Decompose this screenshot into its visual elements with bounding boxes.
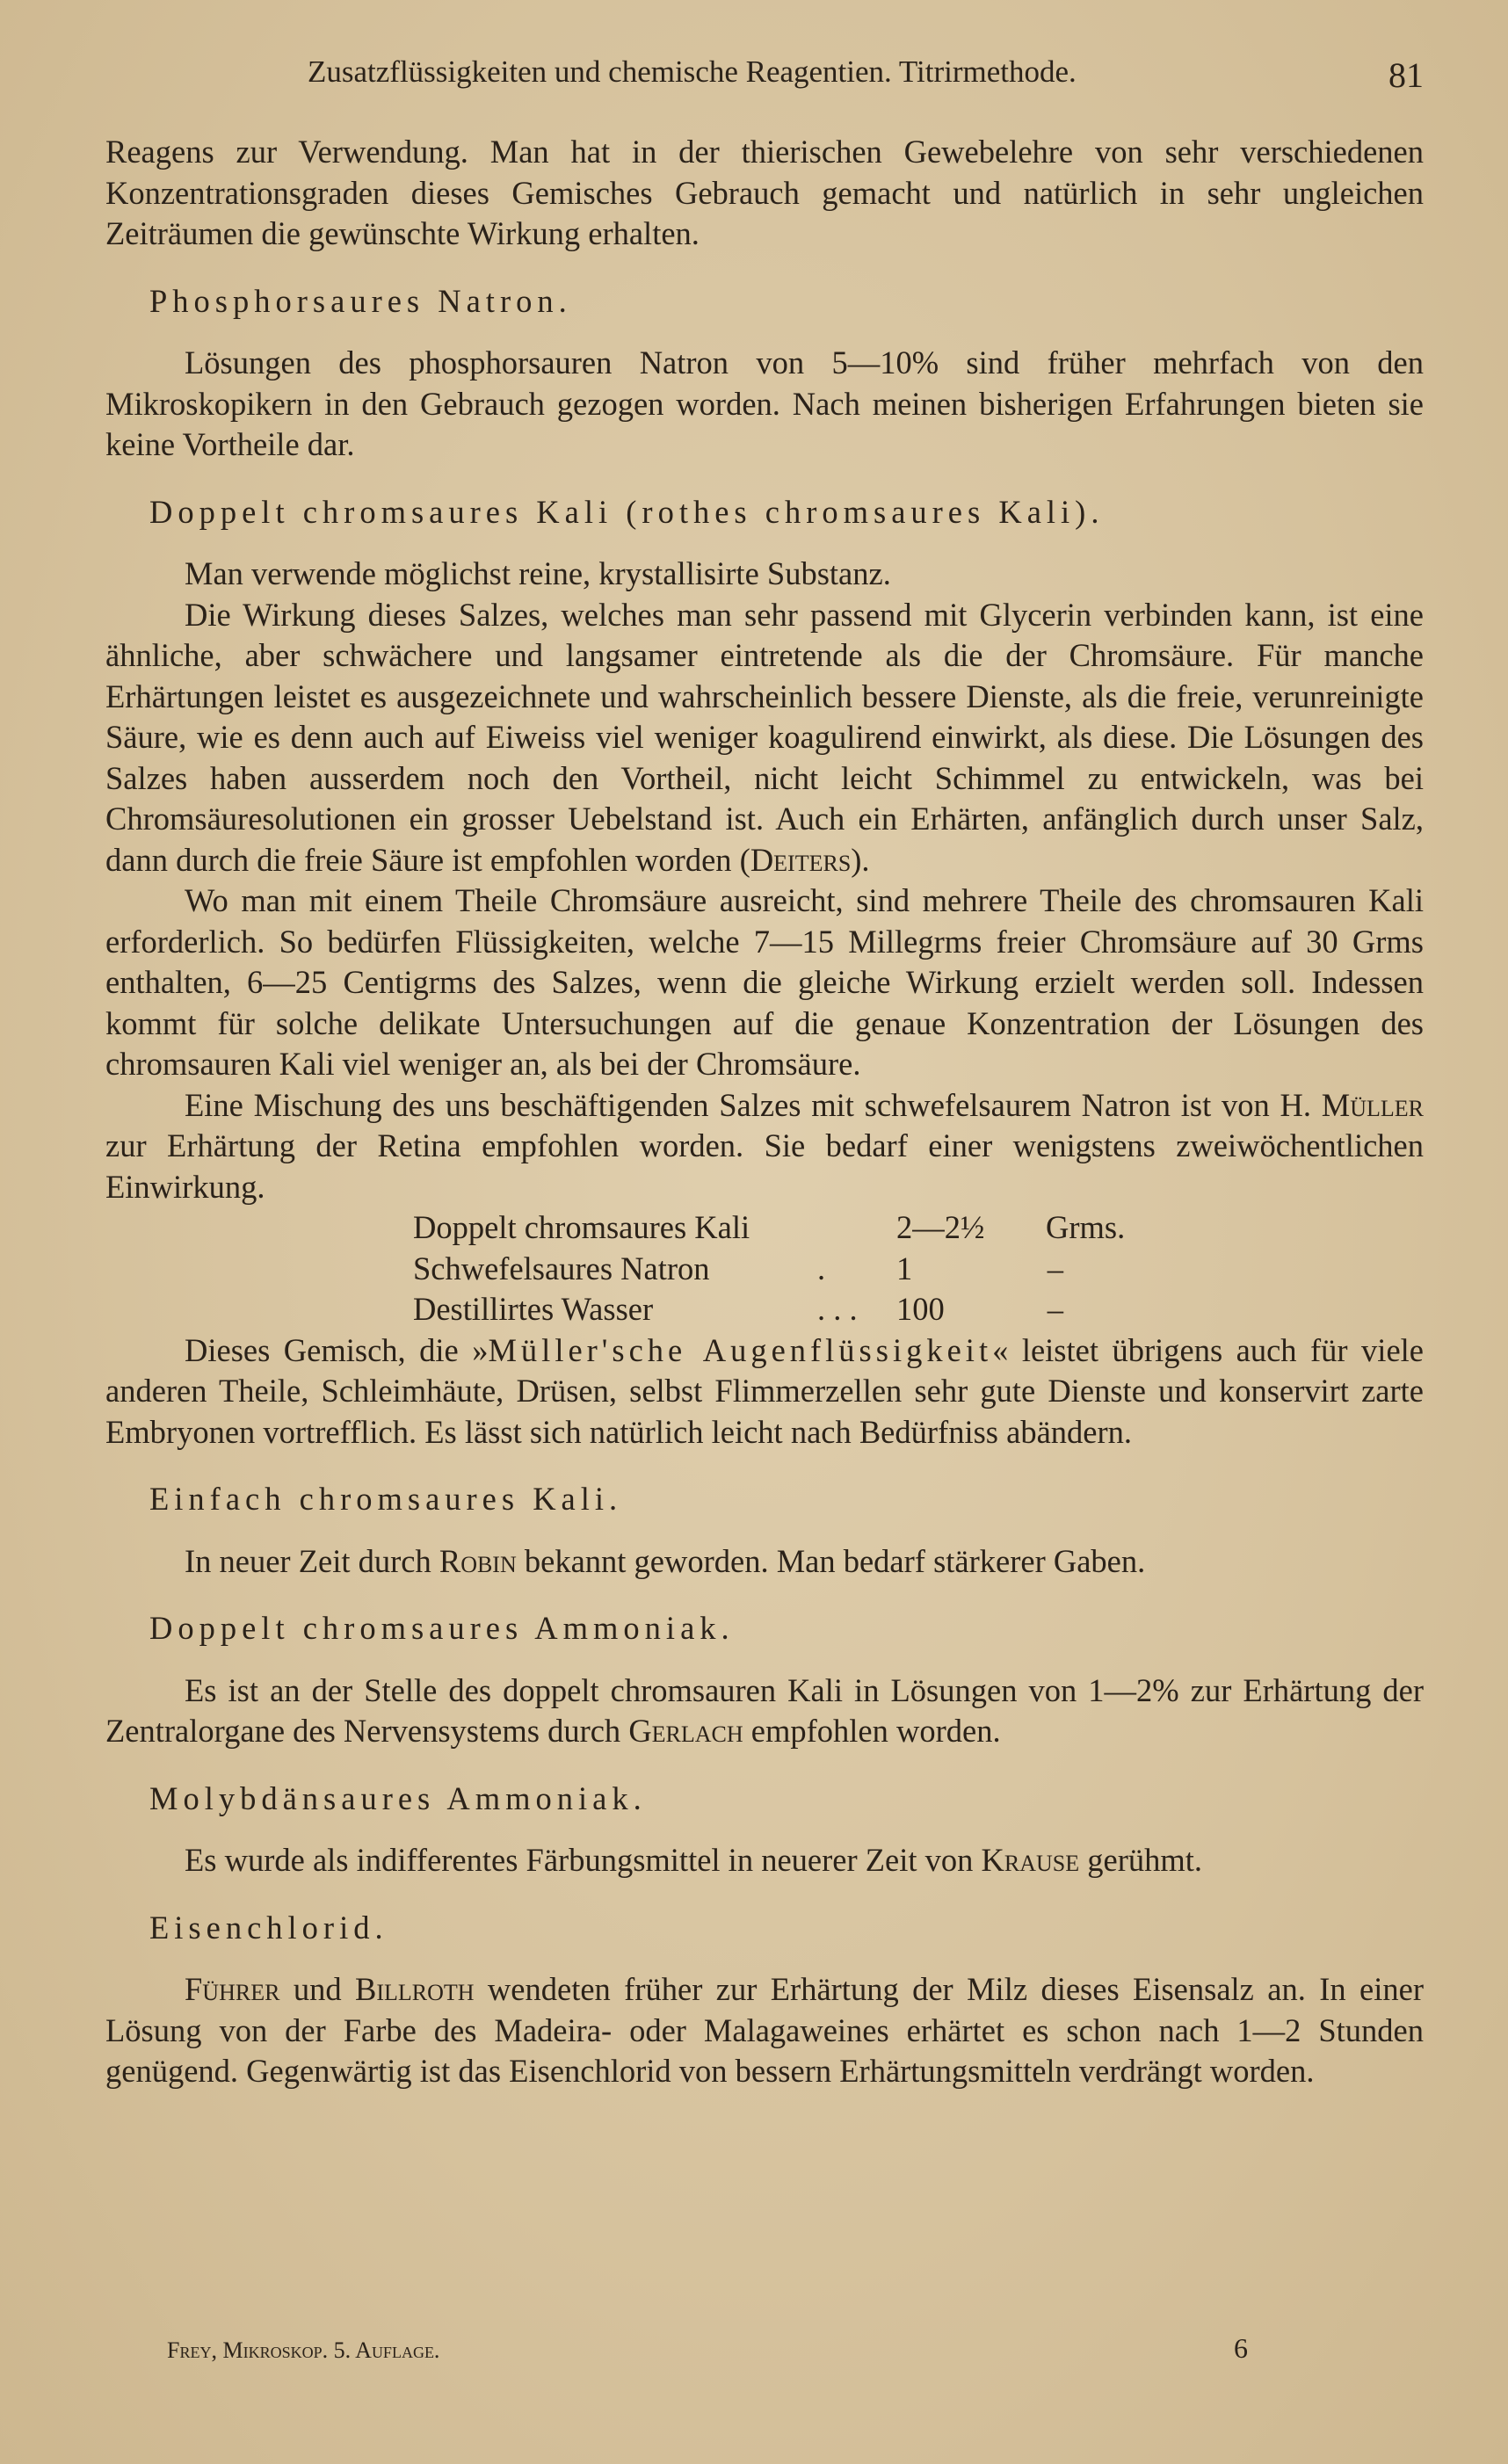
molybdaen-paragraph-a: Es wurde als indifferentes Färbungsmittel in neuerer Zeit von (185, 1842, 982, 1878)
kali-paragraph-2-open: ( (731, 841, 750, 878)
recipe-row-1-unit: Grms. (1046, 1209, 1126, 1245)
recipe-row-3-qty: 100 (896, 1291, 945, 1327)
ref-fuehrer: Führer (185, 1971, 280, 2007)
recipe-row-1-dots (817, 1207, 896, 1249)
kali-paragraph-5-b: « leistet übrigens auch für viele anderen Theile, Schleimhäute, Drüsen, selbst Flimmerzellen sehr gute Dienste und konservirt zarte Embryonen vortrefflich. Es lässt sich natürlich leicht nach Bedürfniss abändern. (105, 1331, 1424, 1450)
recipe-row-3-dots: . . . (817, 1291, 858, 1327)
heading-doppelt-chromsaures-kali: Doppelt chromsaures Kali (rothes chromsaures Kali). (149, 493, 1105, 530)
heading-phosphorsaures-natron: Phosphorsaures Natron. (149, 282, 572, 319)
recipe-row-2-name: Schwefelsaures Natron (413, 1250, 710, 1286)
signature-mark: 6 (1234, 2332, 1248, 2364)
recipe-row-2-dots: . (817, 1250, 826, 1286)
kali-paragraph-2 (105, 595, 1424, 881)
heading-doppelt-chromsaures-ammoniak: Doppelt chromsaures Ammoniak. (149, 1610, 735, 1646)
body-text (105, 132, 1424, 2092)
recipe-table (413, 1207, 1424, 1330)
kali-paragraph-2-end: ). (851, 841, 870, 878)
ammoniak-paragraph (105, 1670, 1424, 1752)
recipe-row-3-unit: – (1047, 1291, 1063, 1327)
kali-paragraph-4 (105, 1085, 1424, 1208)
running-head-title: Zusatzflüssigkeiten und chemische Reagentien. Titrirmethode. (308, 54, 1077, 89)
ammoniak-paragraph-a: Es ist an der Stelle des doppelt chromsauren Kali in Lösungen von 1—2% zur Erhärtung der Zentralorgane des Nervensystems durch (105, 1671, 1424, 1749)
kali-paragraph-1: Man verwende möglichst reine, krystallisirte Substanz. (185, 555, 891, 591)
kali-paragraph-5 (105, 1330, 1424, 1453)
recipe-row-2-unit: – (1047, 1250, 1063, 1286)
footer-imprint: Frey, Mikroskop. 5. Auflage. (167, 2337, 440, 2363)
ref-mueller: Müller (1321, 1086, 1424, 1123)
running-head (308, 54, 1424, 98)
ref-mueller-augenfluessigkeit: Müller'sche Augenflüssigkeit (488, 1331, 993, 1368)
eisen-paragraph-b: wendeten früher zur Erhärtung der Milz dieses Eisensalz an. In einer Lösung von der Farbe des Madeira- oder Malagaweines erhärtet es schon nach 1—2 Stunden genügend. Gegenwärtig ist das Eisenchlorid von bessern Erhärtungsmitteln verdrängt worden. (105, 1971, 1425, 2089)
kali-paragraph-2-text: Die Wirkung dieses Salzes, welches man sehr passend mit Glycerin verbinden kann, ist eine ähnliche, aber schwächere und langsamer eintretende als die der Chromsäure. Für manche Erhärtungen leistet es ausgezeichnete und wahrscheinlich bessere Dienste, als die freie, verunreinigte Säure, wie es denn auch auf Eiweiss viel weniger koagulirend einwirkt, als diese. Die Lösungen des Salzes haben ausserdem noch den Vortheil, nicht leicht Schimmel zu entwickeln, was bei Chromsäuresolutionen ein grosser Uebelstand ist. Auch ein Erhärten, anfänglich durch unser Salz, dann durch die freie Säure ist empfohlen worden (105, 596, 1424, 878)
ref-billroth: Billroth (354, 1971, 475, 2007)
recipe-row-2-qty: 1 (896, 1250, 913, 1286)
eisen-paragraph (105, 1969, 1424, 2092)
intro-paragraph: Reagens zur Verwendung. Man hat in der thierischen Gewebelehre von sehr verschiedenen Konzentrationsgraden dieses Gemisches Gebrauch gemacht und natürlich in sehr ungleichen Zeiträumen die gewünschte Wirkung erhalten. (105, 134, 1424, 251)
kali-paragraph-4-b: zur Erhärtung der Retina empfohlen worden. Sie bedarf einer wenigstens zweiwöchentlichen Einwirkung. (105, 1127, 1424, 1205)
molybdaen-paragraph-b: gerühmt. (1079, 1842, 1203, 1878)
page-footer (167, 2332, 1248, 2373)
recipe-row-1-qty: 2—2½ (896, 1209, 985, 1245)
heading-eisenchlorid: Eisenchlorid. (149, 1909, 388, 1946)
ref-gerlach: Gerlach (628, 1713, 743, 1749)
ammoniak-paragraph-b: empfohlen worden. (743, 1713, 1001, 1749)
ref-krause: Krause (981, 1842, 1080, 1878)
einfach-paragraph-b: bekannt geworden. Man bedarf stärkerer Gaben. (516, 1542, 1146, 1579)
ref-robin: Robin (439, 1542, 517, 1579)
molybdaen-paragraph (105, 1840, 1424, 1881)
kali-paragraph-5-a: Dieses Gemisch, die » (185, 1331, 489, 1368)
page-number: 81 (1388, 55, 1424, 95)
heading-einfach-chromsaures-kali: Einfach chromsaures Kali. (149, 1481, 623, 1517)
heading-molybdaensaures-ammoniak: Molybdänsaures Ammoniak. (149, 1779, 647, 1816)
kali-paragraph-4-a: Eine Mischung des uns beschäftigenden Salzes mit schwefelsaurem Natron ist von H. (185, 1086, 1322, 1123)
einfach-paragraph-a: In neuer Zeit durch (185, 1542, 439, 1579)
eisen-paragraph-mid: und (279, 1971, 355, 2007)
recipe-row-1-name: Doppelt chromsaures Kali (413, 1209, 750, 1245)
kali-paragraph-3: Wo man mit einem Theile Chromsäure ausreicht, sind mehrere Theile des chromsauren Kali erforderlich. So bedürfen Flüssigkeiten, welche 7—15 Millegrms freier Chromsäure auf 30 Grms enthalten, 6—25 Centigrms des Salzes, wenn die gleiche Wirkung erzielt werden soll. Indessen kommt für solche delikate Untersuchungen auf die genaue Konzentration der Lösungen des chromsauren Kali viel weniger an, als bei der Chromsäure. (105, 882, 1424, 1082)
recipe-row-3-name: Destillirtes Wasser (413, 1291, 654, 1327)
ref-deiters: Deiters (750, 841, 852, 878)
phosphor-paragraph: Lösungen des phosphorsauren Natron von 5—10% sind früher mehrfach von den Mikroskopikern in den Gebrauch gezogen worden. Nach meinen bisherigen Erfahrungen bieten sie keine Vortheile dar. (105, 344, 1424, 462)
einfach-paragraph (105, 1541, 1424, 1583)
